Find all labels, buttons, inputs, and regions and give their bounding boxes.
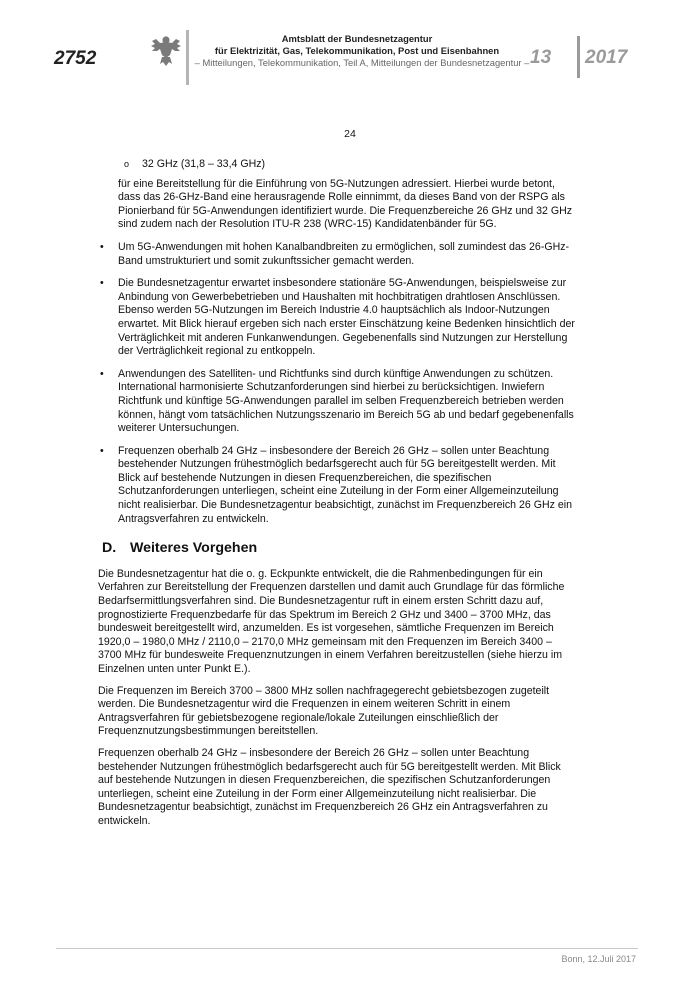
- gazette-title-line2: für Elektrizität, Gas, Telekommunikation, Post und Eisenbahnen: [214, 44, 500, 56]
- body-paragraph: Frequenzen oberhalb 24 GHz – insbesondere der Bereich 26 GHz – sollen unter Beachtung bestehender Nutzungen frühestmöglich bedarfsgerecht auch für 5G bereitgestellt werden. Mit Blick auf bestehende Nutzungen in diesen Frequenzbereichen, die spezifischen Schutzanforderungen unterliegen, scheint eine Zuteilung in der Form einer Allgemeinzuteilung nicht realisierbar. Die Bundesnetzagentur beabsichtigt, zunächst im Frequenzbereich 26 GHz ein Antragsverfahren zu entwickeln.: [98, 746, 561, 827]
- section-letter: D.: [102, 540, 117, 557]
- document-page-number: 24: [344, 128, 356, 140]
- issue-number: 13: [530, 47, 552, 68]
- footer-place-date: Bonn, 12.Juli 2017: [561, 954, 636, 964]
- section-heading: [98, 542, 578, 556]
- bullet-item: [98, 445, 578, 527]
- bullet-item: [98, 277, 578, 359]
- footer-divider: [56, 948, 638, 949]
- page-number: 2752: [54, 48, 97, 69]
- continuation-paragraph: für eine Bereitstellung für die Einführung von 5G-Nutzungen adressiert. Hierbei wurde betont, dass das 26-GHz-Band eine herausragende Rolle einnimmt, da dieses Band von der RSPG als Pionierband für 5G-Anwendungen identifiziert wurde. Die Frequenzbereiche 26 GHz und 32 GHz sind zudem nach der Resolution ITU-R 238 (WRC-15) Kandidatenbänder für 5G.: [118, 177, 573, 231]
- bullet-text: Anwendungen des Satelliten- und Richtfunks sind durch künftige Anwendungen zu schützen. International harmonisierte Schutzanforderungen sind hierbei zu berücksichtigen. Inwiefern Richtfunk und künftige 5G-Anwendungen parallel im selben Frequenzbereich betrieben werden können, hängt vom tatsächlichen Nutzungsszenario im Bereich 5G ab und bedarf gegebenenfalls weiterer Untersuchungen.: [118, 367, 574, 435]
- bullet-text: Um 5G-Anwendungen mit hohen Kanalbandbreiten zu ermöglichen, soll zumindest das 26-GHz-Band umstrukturiert und somit zukunftssicher gemacht werden.: [118, 240, 570, 267]
- federal-eagle-icon: [150, 33, 182, 67]
- issue-divider: [577, 36, 580, 78]
- bullet-text: Die Bundesnetzagentur erwartet insbesondere stationäre 5G-Anwendungen, beispielsweise zur Anbindung von Gewerbebetrieben und Haushalten mit hochbitratigen drahtlosen Anschlüssen. Ebenso werden 5G-Nutzungen im Bereich Industrie 4.0 hauptsächlich als Indoor-Nutzungen erwartet. Mit Blick hierauf ergeben sich nach erster Einschätzung keine Bedenken hinsichtlich der Verträglichkeit mit anderen Funkanwendungen. Gegebenenfalls sind Nutzungen zur Herstellung der Verträglichkeit regional zu entkoppeln.: [118, 277, 575, 358]
- issue-year: 2017: [585, 47, 628, 68]
- bullet-text: Frequenzen oberhalb 24 GHz – insbesondere der Bereich 26 GHz – sollen unter Beachtung bestehender Nutzungen frühestmöglich bedarfsgerecht auch für 5G bereitgestellt werden. Mit Blick auf bestehende Nutzungen in diesen Frequenzbereichen, die spezifischen Schutzanforderungen unterliegen, scheint eine Zuteilung in der Form einer Allgemeinzuteilung nicht realisierbar. Die Bundesnetzagentur beabsichtigt, zunächst im Frequenzbereich 26 GHz ein Antragsverfahren zu entwickeln.: [118, 444, 573, 525]
- gazette-title-line1: Amtsblatt der Bundesnetzagentur: [281, 33, 433, 44]
- bullet-item: [98, 241, 578, 268]
- circle-bullet-icon: o: [124, 159, 130, 169]
- bullet-icon: •: [100, 367, 104, 380]
- gazette-title: [192, 33, 522, 56]
- section-title: Weiteres Vorgehen: [129, 540, 258, 557]
- body-paragraph: Die Bundesnetzagentur hat die o. g. Eckpunkte entwickelt, die die Rahmenbedingungen für ein Verfahren zur Bereitstellung der Frequenzen darstellen und damit auch Grundlage für das förmliche Bedarfsermittlungsverfahren sind. Die Bundesnetzagentur ruft in einem ersten Schritt dazu auf, prognostizierte Frequenzbedarfe für das Spektrum im Bereich 2 GHz und 3400 – 3700 MHz, das bundesweit bereitgestellt wird, anzumelden. Es ist vorgesehen, sämtliche Frequenzen im Bereich 1920,0 – 1980,0 MHz / 2110,0 – 2170,0 MHz gemeinsam mit den Frequenzen im Bereich 3400 – 3700 MHz für bundesweite Frequenznutzungen in einem Verfahren bereitzustellen (siehe hierzu im Einzelnen unten unter Punkt E.).: [98, 567, 565, 675]
- bullet-icon: •: [100, 240, 104, 253]
- gazette-subtitle: – Mitteilungen, Telekommunikation, Teil A, Mitteilungen der Bundesnetzagentur –: [194, 57, 530, 68]
- body-paragraph: Die Frequenzen im Bereich 3700 – 3800 MHz sollen nachfragegerecht gebietsbezogen zugeteilt werden. Die Bundesnetzagentur wird die Frequenzen in einem weiteren Schritt in einem Antragsverfahren für gebietsbezogene regionale/lokale Zuteilungen einschließlich der Frequenznutzungsbestimmungen bereitstellen.: [98, 684, 550, 738]
- bullet-icon: •: [100, 444, 104, 457]
- sub-bullet-item: [98, 158, 578, 172]
- bullet-icon: •: [100, 277, 104, 290]
- sub-bullet-text: 32 GHz (31,8 – 33,4 GHz): [142, 158, 266, 170]
- document-body: [98, 158, 578, 837]
- bullet-item: [98, 368, 578, 436]
- header-divider: [186, 30, 189, 85]
